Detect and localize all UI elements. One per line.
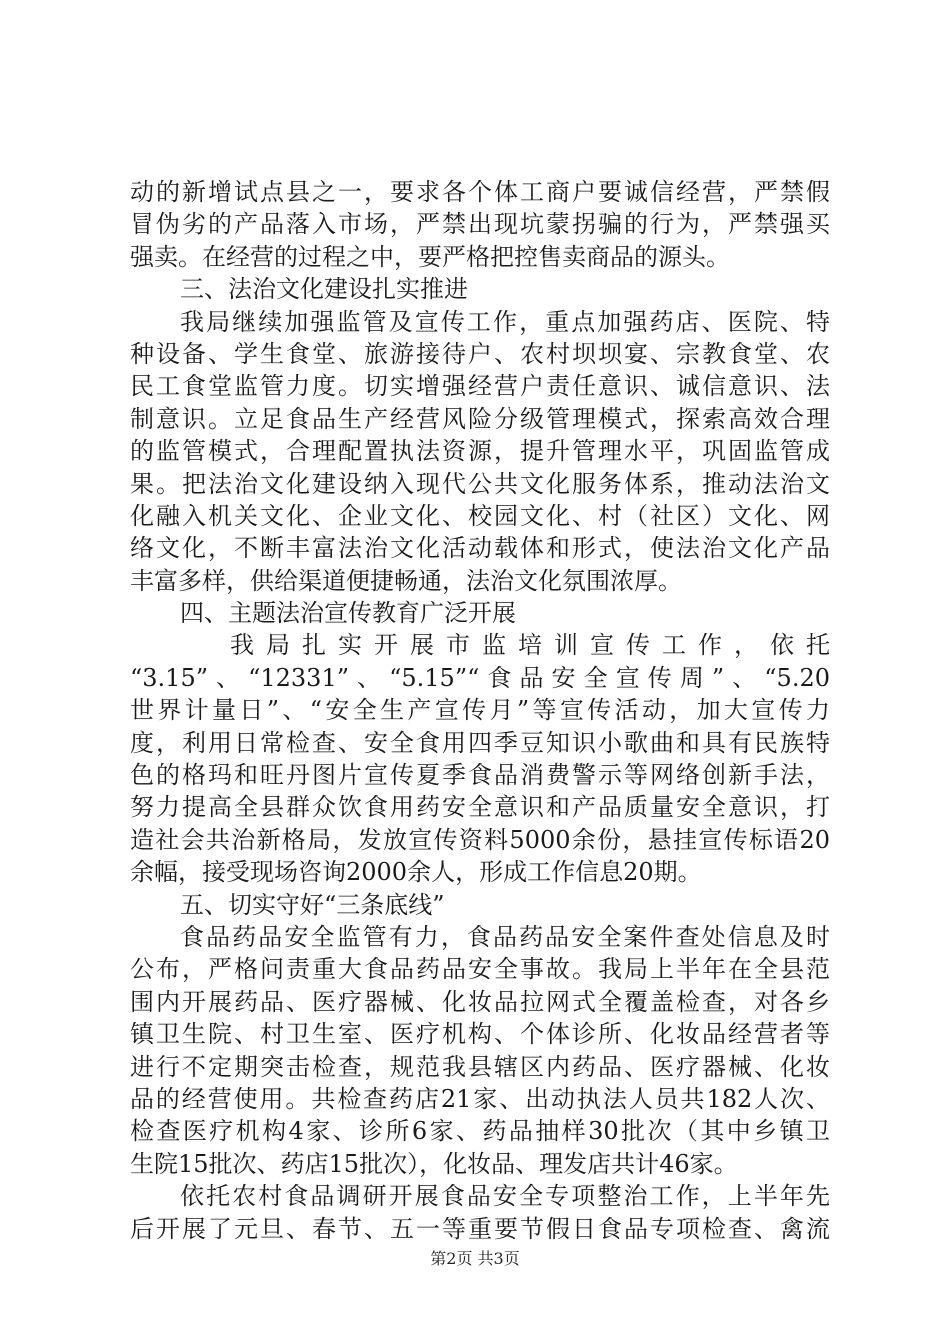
body-text-line: 动的新增试点县之一，要求各个体工商户要诚信经营，严禁假 <box>130 178 830 206</box>
body-text-line: 生院15批次、药店15批次），化妆品、理发店共计46家。 <box>130 1149 738 1178</box>
body-text-line: 公布，严格问责重大食品药品安全事故。我局上半年在全县范 <box>130 955 830 984</box>
body-text-line: 造社会共治新格局，发放宣传资料5000余份，悬挂宣传标语20 <box>130 825 830 854</box>
body-text-line: 的监管模式，合理配置执法资源，提升管理水平，巩固监管成 <box>130 437 830 466</box>
body-text-line: 络文化，不断丰富法治文化活动载体和形式，使法治文化产品 <box>130 534 830 563</box>
section-heading: 四、主题法治宣传教育广泛开展 <box>180 599 516 628</box>
body-text-line: 种设备、学生食堂、旅游接待户、农村坝坝宴、宗教食堂、农 <box>130 339 830 368</box>
body-text-line: 努力提高全县群众饮食用药安全意识和产品质量安全意识，打 <box>130 793 830 822</box>
body-text-line: 强卖。在经营的过程之中，要严格把控售卖商品的源头。 <box>130 242 730 271</box>
paragraph-first-line: 食品药品安全监管有力，食品药品安全案件查处信息及时 <box>180 922 830 951</box>
body-text-line: 镇卫生院、村卫生室、医疗机构、个体诊所、化妆品经营者等 <box>130 1020 830 1049</box>
body-text-line: 世界计量日”、“安全生产宣传月”等宣传活动，加大宣传力 <box>130 696 830 725</box>
section-heading: 三、法治文化建设扎实推进 <box>180 275 468 304</box>
body-text-line: 民工食堂监管力度。切实增强经营户责任意识、诚信意识、法 <box>130 372 830 401</box>
body-text-line: 余幅，接受现场咨询2000余人，形成工作信息20期。 <box>130 858 702 887</box>
page-footer: 第2页 共3页 <box>430 1249 520 1268</box>
paragraph-first-line: 依托农村食品调研开展食品安全专项整治工作，上半年先 <box>180 1182 830 1211</box>
body-text-line: 度，利用日常检查、安全食用四季豆知识小歌曲和具有民族特 <box>130 728 830 757</box>
body-text-line: 化融入机关文化、企业文化、校园文化、村（社区）文化、网 <box>130 501 830 530</box>
body-text-line: 制意识。立足食品生产经营风险分级管理模式，探索高效合理 <box>130 404 830 433</box>
body-text-line: 果。把法治文化建设纳入现代公共文化服务体系，推动法治文 <box>130 469 830 498</box>
section-heading: 五、切实守好“三条底线” <box>180 890 445 919</box>
paragraph-first-line: 我局继续加强监管及宣传工作，重点加强药店、医院、特 <box>180 307 830 336</box>
body-text-line: 检查医疗机构4家、诊所6家、药品抽样30批次（其中乡镇卫 <box>130 1117 830 1146</box>
body-text-line: 进行不定期突击检查，规范我县辖区内药品、医疗器械、化妆 <box>130 1052 830 1081</box>
body-text-line: 冒伪劣的产品落入市场，严禁出现坑蒙拐骗的行为，严禁强买 <box>130 210 830 239</box>
paragraph-first-line: 我局扎实开展市监培训宣传工作，依托 <box>230 631 830 660</box>
body-text-line: 丰富多样，供给渠道便捷畅通，法治文化氛围浓厚。 <box>130 566 682 595</box>
body-text-line: 后开展了元旦、春节、五一等重要节假日食品专项检查、禽流 <box>130 1214 830 1243</box>
body-text-line: 围内开展药品、医疗器械、化妆品拉网式全覆盖检查，对各乡 <box>130 987 830 1016</box>
body-text-line: 色的格玛和旺丹图片宣传夏季食品消费警示等网络创新手法， <box>130 761 830 790</box>
document-body <box>130 176 830 1245</box>
body-text-line: “3.15”、“12331”、“5.15”“食品安全宣传周”、“5.20 <box>130 663 830 692</box>
body-text-line: 品的经营使用。共检查药店21家、出动执法人员共182人次、 <box>130 1084 830 1113</box>
